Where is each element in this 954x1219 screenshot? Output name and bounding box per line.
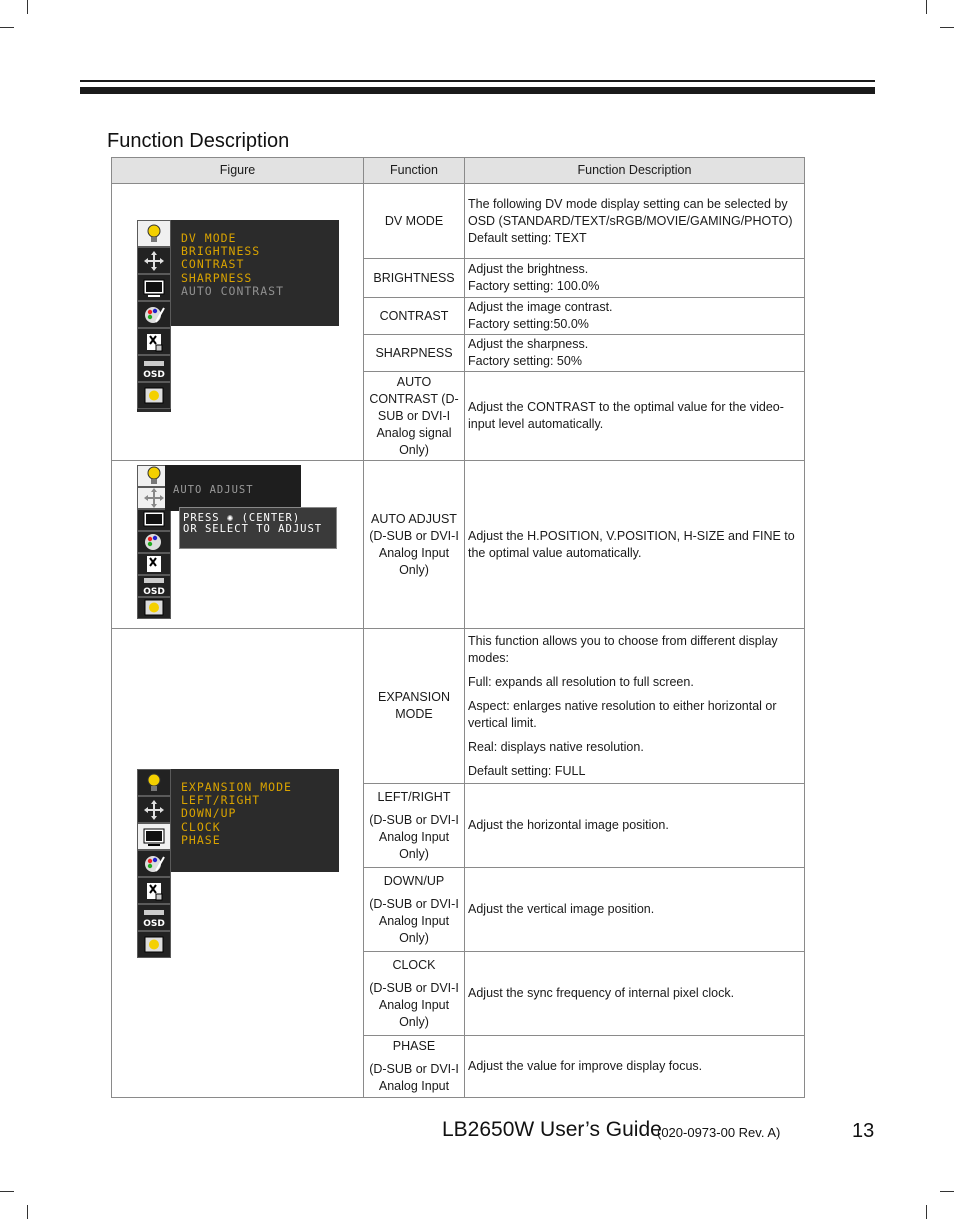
function-name: DV MODE [364, 184, 465, 259]
osd-menu-item[interactable]: EXPANSION MODE [181, 780, 292, 794]
function-description: Adjust the brightness. Factory setting: 100.0% [465, 259, 805, 298]
header-description: Function Description [465, 158, 805, 184]
monitor-icon [137, 274, 171, 301]
function-description: Adjust the vertical image position. [465, 868, 805, 952]
tools-icon [137, 877, 171, 904]
osd-menu-item[interactable]: DOWN/UP [181, 806, 237, 821]
header-rule-thin [80, 80, 875, 82]
osd-menu-panel [165, 465, 301, 511]
information-icon [137, 597, 171, 619]
osd-prompt-line: OR SELECT TO ADJUST [183, 523, 323, 535]
osd-settings-icon [137, 355, 171, 382]
bulb-icon [137, 220, 171, 247]
function-description: This function allows you to choose from different display modes: Full: expands all resolution to full screen. Aspect: enlarges native resolution to either horizontal or vertical limit. Real: displays native resolution. Default setting: FULL [465, 629, 805, 784]
table-row [112, 184, 805, 259]
crop-mark [0, 27, 14, 28]
function-name: AUTO ADJUST (D-SUB or DVI-I Analog Input Only) [364, 461, 465, 629]
footer-revision: (020-0973-00 Rev. A) [657, 1125, 781, 1140]
function-description: Adjust the image contrast. Factory setting:50.0% [465, 298, 805, 335]
monitor-icon [137, 509, 171, 531]
crop-mark [926, 1205, 927, 1219]
osd-menu-item[interactable]: AUTO ADJUST [173, 484, 254, 496]
osd-menu-item[interactable]: CLOCK [181, 819, 221, 834]
function-name: AUTO CONTRAST (D-SUB or DVI-I Analog signal Only) [364, 372, 465, 461]
function-description: Adjust the sync frequency of internal pixel clock. [465, 952, 805, 1036]
osd-menu-item[interactable]: PHASE [181, 832, 221, 847]
footer-guide-title: LB2650W User’s Guide [442, 1118, 662, 1141]
bulb-icon [137, 769, 171, 796]
function-name: BRIGHTNESS [364, 259, 465, 298]
header-figure: Figure [112, 158, 364, 184]
crop-mark [27, 1205, 28, 1219]
header-rule-thick [80, 87, 875, 94]
osd-menu-item[interactable]: AUTO CONTRAST [181, 283, 285, 298]
function-description: Adjust the horizontal image position. [465, 784, 805, 868]
crop-mark [0, 1191, 14, 1192]
information-icon [137, 382, 171, 409]
function-description: Adjust the value for improve display focus. [465, 1036, 805, 1098]
figure-osd-picture [112, 184, 364, 461]
function-description: Adjust the H.POSITION, V.POSITION, H-SIZE and FINE to the optimal value automatically. [465, 461, 805, 629]
osd-settings-icon [137, 904, 171, 931]
osd-menu-item[interactable]: SHARPNESS [181, 270, 253, 285]
svg-text:OSD: OSD [143, 587, 165, 597]
function-name: LEFT/RIGHT (D-SUB or DVI-I Analog Input Only) [364, 784, 465, 868]
page-number: 13 [852, 1120, 875, 1142]
function-description: The following DV mode display setting can be selected by OSD (STANDARD/TEXT/sRGB/MOVIE/GAMING/PHOTO) Default setting: TEXT [465, 184, 805, 259]
osd-menu-item[interactable]: CONTRAST [181, 257, 245, 272]
crop-mark [27, 0, 28, 14]
function-description: Adjust the CONTRAST to the optimal value for the video-input level automatically. [465, 372, 805, 461]
figure-osd-auto-adjust [112, 461, 364, 629]
function-name: CLOCK (D-SUB or DVI-I Analog Input Only) [364, 952, 465, 1036]
function-name: SHARPNESS [364, 335, 465, 372]
color-palette-icon [137, 531, 171, 553]
function-name: EXPANSION MODE [364, 629, 465, 784]
osd-menu-item[interactable]: DV MODE [181, 231, 237, 245]
function-table [111, 157, 805, 1098]
function-name: PHASE (D-SUB or DVI-I Analog Input [364, 1036, 465, 1098]
figure-osd-expansion [112, 629, 364, 1098]
section-title: Function Description [107, 130, 290, 152]
svg-text:OSD: OSD [143, 918, 165, 929]
osd-icon-column [137, 220, 171, 412]
header-function: Function [364, 158, 465, 184]
osd-menu-item[interactable]: BRIGHTNESS [181, 244, 261, 259]
tools-icon [137, 553, 171, 575]
color-palette-icon [137, 301, 171, 328]
osd-menu-item[interactable]: LEFT/RIGHT [181, 793, 261, 808]
osd-icon-column [137, 769, 171, 957]
osd-menu-panel [171, 769, 339, 872]
tools-icon [137, 328, 171, 355]
osd-prompt-box [179, 507, 337, 549]
monitor-icon [137, 823, 171, 850]
function-name: DOWN/UP (D-SUB or DVI-I Analog Input Only) [364, 868, 465, 952]
crop-mark [926, 0, 927, 14]
information-icon [137, 931, 171, 958]
function-description: Adjust the sharpness. Factory setting: 50% [465, 335, 805, 372]
osd-settings-icon [137, 575, 171, 597]
table-row [112, 461, 805, 629]
osd-prompt-line: PRESS ✺ (CENTER) [183, 512, 301, 524]
svg-text:OSD: OSD [143, 369, 165, 380]
crop-mark [940, 27, 954, 28]
osd-menu-panel [171, 220, 339, 326]
table-row [112, 629, 805, 784]
color-palette-icon [137, 850, 171, 877]
crop-mark [940, 1191, 954, 1192]
move-arrows-icon [137, 247, 171, 274]
function-name: CONTRAST [364, 298, 465, 335]
move-arrows-icon [137, 796, 171, 823]
